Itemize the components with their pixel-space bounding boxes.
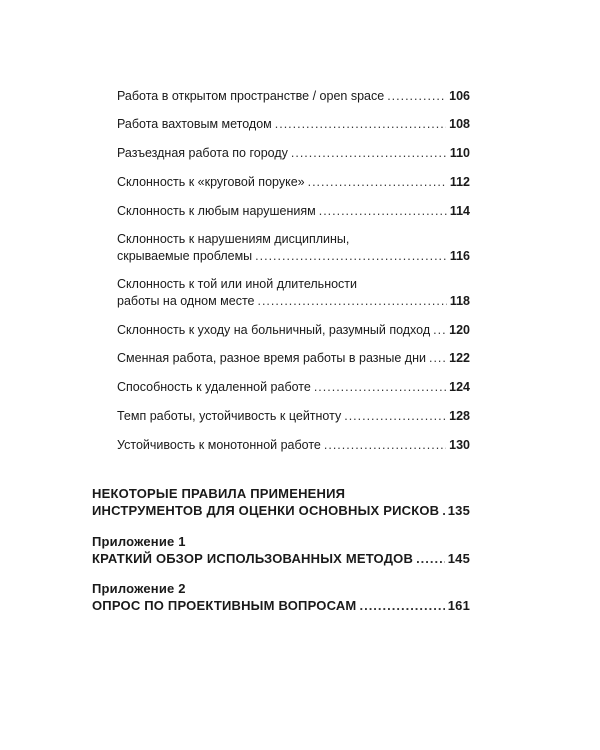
- toc-page-number: 116: [449, 249, 470, 263]
- dot-leader: [291, 145, 447, 162]
- toc-page-number: 128: [449, 409, 470, 423]
- toc-page-number: 108: [449, 117, 470, 131]
- toc-page-number: 120: [449, 323, 470, 337]
- toc-page-number: 145: [447, 551, 470, 566]
- toc-page-number: 118: [449, 294, 470, 308]
- toc-appendix-label: Приложение 2: [92, 581, 186, 596]
- dot-leader: [344, 408, 446, 425]
- toc-page-number: 110: [449, 146, 470, 160]
- toc-page-number: 112: [449, 175, 470, 189]
- toc-entry: [117, 231, 470, 265]
- toc-entry-title-line1: Склонность к той или иной длительности: [117, 277, 358, 291]
- dot-leader: [319, 203, 447, 220]
- toc-section-entry: [92, 533, 470, 567]
- toc-entry-title: Склонность к уходу на больничный, разумный подход: [117, 323, 431, 337]
- toc-entry-title: Темп работы, устойчивость к цейтноту: [117, 409, 342, 423]
- toc-entry-title: Работа вахтовым методом: [117, 117, 272, 131]
- toc-entry-title: Разъездная работа по городу: [117, 146, 288, 160]
- dot-leader: [442, 502, 444, 519]
- dot-leader: [324, 437, 446, 454]
- toc-entry-title: Склонность к «круговой поруке»: [117, 175, 305, 189]
- toc-entry: [117, 408, 470, 425]
- dot-leader: [308, 174, 447, 191]
- toc-entry: [117, 116, 470, 133]
- toc-entry-title-line2: работы на одном месте: [117, 294, 255, 308]
- toc-page-number: 135: [447, 503, 470, 518]
- toc-section-title-line2: ИНСТРУМЕНТОВ ДЛЯ ОЦЕНКИ ОСНОВНЫХ РИСКОВ: [92, 503, 440, 518]
- toc-page-number: 122: [449, 351, 470, 365]
- toc-entry: [117, 88, 470, 105]
- dot-leader: [387, 88, 446, 105]
- toc-entry-title: Устойчивость к монотонной работе: [117, 438, 321, 452]
- dot-leader: [314, 379, 446, 396]
- toc-entry: [117, 322, 470, 339]
- dot-leader: [433, 322, 446, 339]
- toc-page-number: 124: [449, 380, 470, 394]
- toc-entry-title: Сменная работа, разное время работы в разные дни: [117, 351, 426, 365]
- toc-entry: [117, 145, 470, 162]
- toc-section-title-line1: НЕКОТОРЫЕ ПРАВИЛА ПРИМЕНЕНИЯ: [92, 486, 346, 501]
- dot-leader: [257, 293, 446, 310]
- toc-section-title: КРАТКИЙ ОБЗОР ИСПОЛЬЗОВАННЫХ МЕТОДОВ: [92, 551, 414, 566]
- toc-entry-title-line1: Склонность к нарушениям дисциплины,: [117, 232, 350, 246]
- toc-entry-title: Способность к удаленной работе: [117, 380, 311, 394]
- toc-entry-title: Работа в открытом пространстве / open space: [117, 89, 385, 103]
- toc-entry: [117, 350, 470, 367]
- dot-leader: [275, 116, 446, 133]
- toc-entry: [117, 379, 470, 396]
- toc-page-number: 161: [447, 598, 470, 613]
- toc-page-number: 130: [449, 438, 470, 452]
- toc-appendix-label: Приложение 1: [92, 534, 186, 549]
- toc-entry: [117, 276, 470, 310]
- toc-entry: [117, 174, 470, 191]
- dot-leader: [429, 350, 446, 367]
- toc-entry-title: Склонность к любым нарушениям: [117, 204, 316, 218]
- toc-section-title: ОПРОС ПО ПРОЕКТИВНЫМ ВОПРОСАМ: [92, 598, 357, 613]
- toc-page-number: 106: [449, 89, 470, 103]
- toc-page-number: 114: [449, 204, 470, 218]
- toc-section-entry: [92, 485, 470, 519]
- dot-leader: [416, 550, 445, 567]
- toc-entry-title-line2: скрываемые проблемы: [117, 249, 253, 263]
- toc-entry: [117, 203, 470, 220]
- dot-leader: [359, 597, 444, 614]
- dot-leader: [255, 248, 447, 265]
- toc-entry: [117, 437, 470, 454]
- toc-section-entry: [92, 580, 470, 614]
